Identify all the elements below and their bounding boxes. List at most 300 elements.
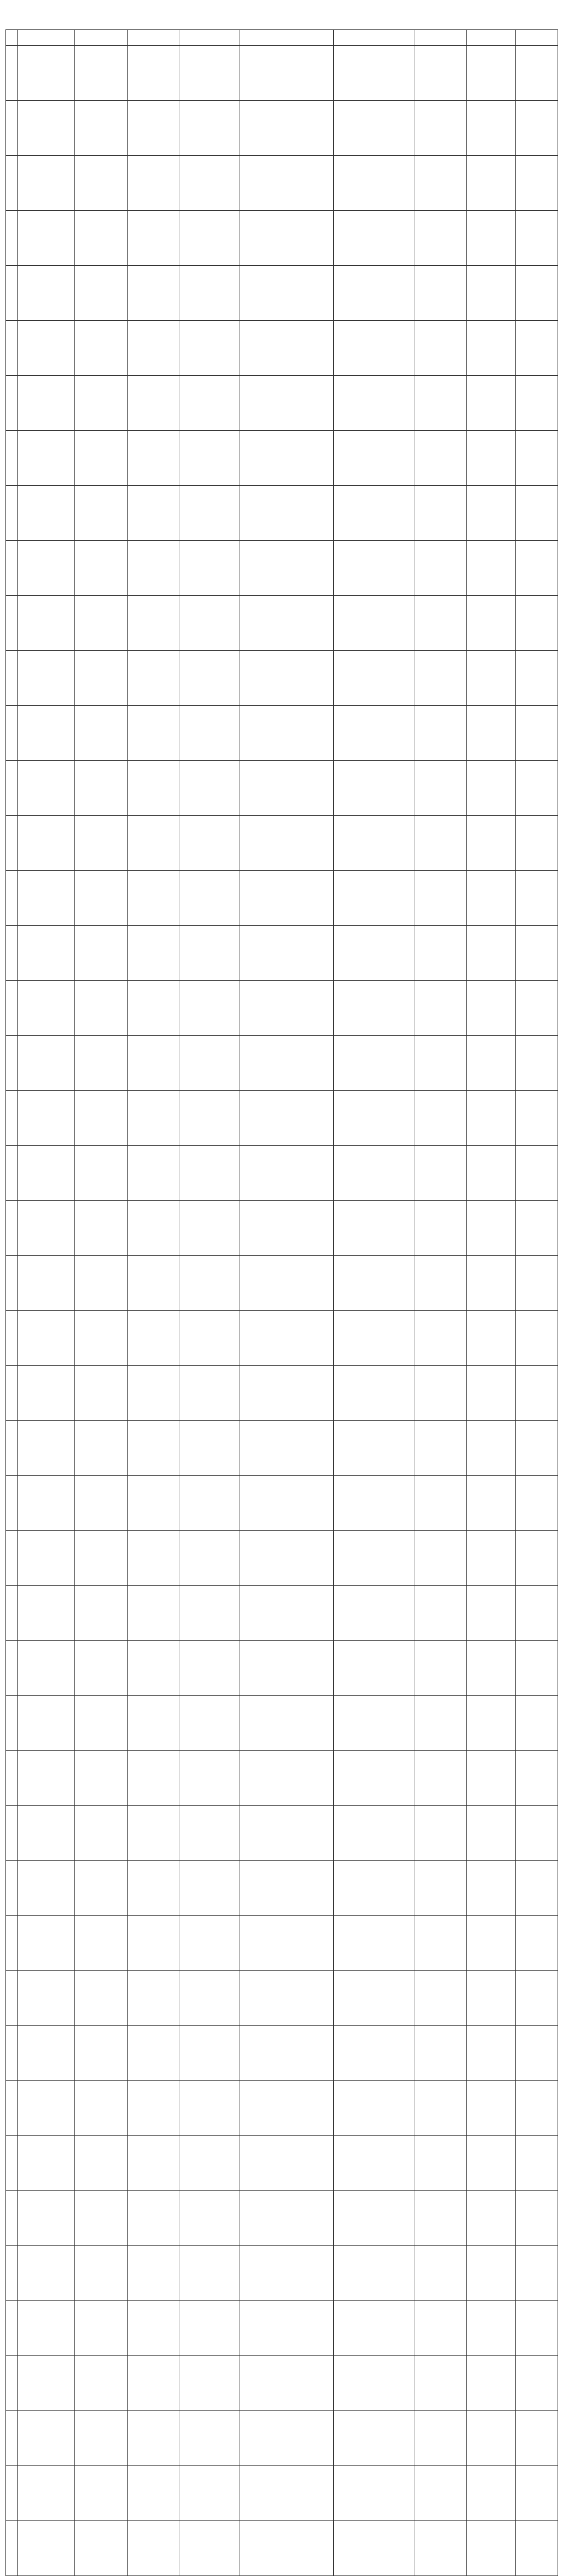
cell-facts xyxy=(180,2136,240,2191)
cell-decision-date xyxy=(414,1146,467,1201)
cell-case-name xyxy=(75,101,128,156)
cell-decision xyxy=(334,981,414,1036)
cell-decision-date xyxy=(414,431,467,486)
cell-decision-date xyxy=(414,1586,467,1641)
cell-decision xyxy=(334,926,414,981)
cell-basis xyxy=(240,2026,334,2081)
cell-decision xyxy=(334,211,414,266)
cell-basis xyxy=(240,266,334,321)
cell-case-name xyxy=(75,2136,128,2191)
cell-decision-date xyxy=(414,376,467,431)
cell-case-number xyxy=(18,2356,75,2411)
cell-facts xyxy=(180,2301,240,2356)
cell-basis xyxy=(240,486,334,541)
cell-case-number xyxy=(18,1311,75,1366)
cell-facts xyxy=(180,1641,240,1696)
cell-remarks xyxy=(516,1201,558,1256)
cell-party xyxy=(128,2521,180,2576)
cell-decision-date xyxy=(414,1036,467,1091)
cell-case-name xyxy=(75,2466,128,2521)
cell-remarks xyxy=(516,1586,558,1641)
cell-status xyxy=(467,2521,516,2576)
cell-case-number xyxy=(18,651,75,706)
table-row xyxy=(6,1806,558,1861)
cell-case-name xyxy=(75,706,128,761)
cell-case-number xyxy=(18,1091,75,1146)
cell-decision xyxy=(334,1971,414,2026)
cell-case-name xyxy=(75,2191,128,2246)
cell-status xyxy=(467,1366,516,1421)
cell-status xyxy=(467,761,516,816)
cell-decision xyxy=(334,2026,414,2081)
table-row xyxy=(6,2356,558,2411)
cell-case-number xyxy=(18,706,75,761)
cell-party xyxy=(128,706,180,761)
cell-basis xyxy=(240,46,334,101)
cell-party xyxy=(128,1971,180,2026)
cell-seq xyxy=(6,1201,18,1256)
cell-case-name xyxy=(75,376,128,431)
cell-decision xyxy=(334,1806,414,1861)
table-row xyxy=(6,981,558,1036)
cell-party xyxy=(128,101,180,156)
cell-decision-date xyxy=(414,2411,467,2466)
cell-seq xyxy=(6,486,18,541)
cell-party xyxy=(128,2081,180,2136)
cell-seq xyxy=(6,1641,18,1696)
cell-decision xyxy=(334,1366,414,1421)
cell-remarks xyxy=(516,1366,558,1421)
cell-case-number xyxy=(18,1146,75,1201)
cell-facts xyxy=(180,651,240,706)
cell-case-number xyxy=(18,816,75,871)
table-row xyxy=(6,1311,558,1366)
cell-case-number xyxy=(18,761,75,816)
table-row xyxy=(6,266,558,321)
cell-decision-date xyxy=(414,1916,467,1971)
cell-facts xyxy=(180,926,240,981)
cell-facts xyxy=(180,2356,240,2411)
cell-remarks xyxy=(516,706,558,761)
cell-seq xyxy=(6,2246,18,2301)
cell-remarks xyxy=(516,1256,558,1311)
cell-decision xyxy=(334,2466,414,2521)
cell-case-name xyxy=(75,1036,128,1091)
cell-decision xyxy=(334,871,414,926)
cell-facts xyxy=(180,1366,240,1421)
case-info-table xyxy=(5,29,558,2576)
cell-status xyxy=(467,1256,516,1311)
cell-party xyxy=(128,1861,180,1916)
cell-remarks xyxy=(516,816,558,871)
table-row xyxy=(6,596,558,651)
cell-case-number xyxy=(18,486,75,541)
table-row xyxy=(6,376,558,431)
cell-decision xyxy=(334,1036,414,1091)
cell-case-name xyxy=(75,816,128,871)
cell-party xyxy=(128,1421,180,1476)
cell-status xyxy=(467,1751,516,1806)
cell-party xyxy=(128,1256,180,1311)
cell-seq xyxy=(6,1806,18,1861)
cell-case-name xyxy=(75,926,128,981)
column-header-case-name xyxy=(75,30,128,46)
table-row xyxy=(6,541,558,596)
cell-case-number xyxy=(18,2136,75,2191)
cell-case-name xyxy=(75,1971,128,2026)
cell-remarks xyxy=(516,2191,558,2246)
cell-decision-date xyxy=(414,1751,467,1806)
cell-remarks xyxy=(516,101,558,156)
table-row xyxy=(6,486,558,541)
cell-status xyxy=(467,651,516,706)
cell-basis xyxy=(240,1586,334,1641)
cell-case-number xyxy=(18,2026,75,2081)
cell-party xyxy=(128,541,180,596)
cell-decision-date xyxy=(414,1421,467,1476)
cell-facts xyxy=(180,211,240,266)
cell-seq xyxy=(6,1256,18,1311)
cell-party xyxy=(128,926,180,981)
cell-party xyxy=(128,2191,180,2246)
table-row xyxy=(6,2191,558,2246)
cell-case-name xyxy=(75,1091,128,1146)
table-row xyxy=(6,211,558,266)
cell-party xyxy=(128,156,180,211)
cell-case-name xyxy=(75,1421,128,1476)
cell-case-number xyxy=(18,541,75,596)
cell-seq xyxy=(6,376,18,431)
cell-facts xyxy=(180,376,240,431)
table-row xyxy=(6,431,558,486)
cell-status xyxy=(467,1476,516,1531)
cell-case-name xyxy=(75,2301,128,2356)
cell-seq xyxy=(6,926,18,981)
cell-case-name xyxy=(75,981,128,1036)
cell-basis xyxy=(240,596,334,651)
cell-decision-date xyxy=(414,1806,467,1861)
cell-decision xyxy=(334,2136,414,2191)
cell-party xyxy=(128,2356,180,2411)
cell-party xyxy=(128,981,180,1036)
cell-decision-date xyxy=(414,211,467,266)
cell-decision xyxy=(334,1256,414,1311)
cell-case-number xyxy=(18,321,75,376)
cell-status xyxy=(467,1311,516,1366)
cell-party xyxy=(128,321,180,376)
cell-party xyxy=(128,1311,180,1366)
cell-seq xyxy=(6,321,18,376)
cell-status xyxy=(467,211,516,266)
cell-remarks xyxy=(516,1476,558,1531)
cell-remarks xyxy=(516,2136,558,2191)
cell-decision xyxy=(334,1751,414,1806)
cell-case-number xyxy=(18,2301,75,2356)
cell-decision xyxy=(334,1201,414,1256)
cell-seq xyxy=(6,1586,18,1641)
cell-status xyxy=(467,486,516,541)
cell-remarks xyxy=(516,1146,558,1201)
cell-remarks xyxy=(516,1641,558,1696)
cell-decision xyxy=(334,1476,414,1531)
cell-case-name xyxy=(75,1201,128,1256)
cell-remarks xyxy=(516,211,558,266)
cell-case-name xyxy=(75,1476,128,1531)
cell-remarks xyxy=(516,596,558,651)
cell-basis xyxy=(240,2521,334,2576)
cell-decision-date xyxy=(414,596,467,651)
cell-basis xyxy=(240,1036,334,1091)
cell-basis xyxy=(240,321,334,376)
cell-case-name xyxy=(75,211,128,266)
cell-decision xyxy=(334,1586,414,1641)
cell-facts xyxy=(180,2521,240,2576)
cell-basis xyxy=(240,1806,334,1861)
cell-decision-date xyxy=(414,1696,467,1751)
cell-case-number xyxy=(18,1421,75,1476)
cell-case-name xyxy=(75,1696,128,1751)
cell-decision-date xyxy=(414,871,467,926)
cell-facts xyxy=(180,1751,240,1806)
cell-decision xyxy=(334,1696,414,1751)
cell-basis xyxy=(240,211,334,266)
cell-party xyxy=(128,1091,180,1146)
cell-party xyxy=(128,2411,180,2466)
cell-case-number xyxy=(18,2246,75,2301)
cell-facts xyxy=(180,1861,240,1916)
cell-decision-date xyxy=(414,541,467,596)
title-spacer xyxy=(5,25,558,29)
cell-basis xyxy=(240,2081,334,2136)
cell-facts xyxy=(180,1201,240,1256)
cell-seq xyxy=(6,46,18,101)
cell-basis xyxy=(240,156,334,211)
cell-case-name xyxy=(75,2411,128,2466)
cell-decision-date xyxy=(414,1201,467,1256)
cell-status xyxy=(467,871,516,926)
cell-case-number xyxy=(18,431,75,486)
cell-seq xyxy=(6,761,18,816)
cell-decision-date xyxy=(414,2026,467,2081)
table-row xyxy=(6,871,558,926)
cell-facts xyxy=(180,1476,240,1531)
cell-basis xyxy=(240,376,334,431)
cell-party xyxy=(128,2026,180,2081)
cell-seq xyxy=(6,596,18,651)
cell-remarks xyxy=(516,156,558,211)
cell-case-number xyxy=(18,1696,75,1751)
cell-decision xyxy=(334,2081,414,2136)
table-row xyxy=(6,926,558,981)
cell-party xyxy=(128,596,180,651)
cell-case-name xyxy=(75,1146,128,1201)
cell-remarks xyxy=(516,541,558,596)
table-row xyxy=(6,1201,558,1256)
table-body xyxy=(6,46,558,2576)
cell-party xyxy=(128,46,180,101)
cell-decision xyxy=(334,1421,414,1476)
cell-status xyxy=(467,2411,516,2466)
cell-seq xyxy=(6,156,18,211)
cell-decision-date xyxy=(414,981,467,1036)
cell-basis xyxy=(240,1751,334,1806)
cell-basis xyxy=(240,1641,334,1696)
cell-facts xyxy=(180,1091,240,1146)
cell-case-number xyxy=(18,2191,75,2246)
cell-case-number xyxy=(18,871,75,926)
cell-status xyxy=(467,1586,516,1641)
cell-facts xyxy=(180,1971,240,2026)
cell-seq xyxy=(6,1311,18,1366)
cell-remarks xyxy=(516,2356,558,2411)
cell-seq xyxy=(6,981,18,1036)
table-row xyxy=(6,706,558,761)
cell-case-number xyxy=(18,2466,75,2521)
table-row xyxy=(6,1751,558,1806)
cell-decision xyxy=(334,2356,414,2411)
cell-basis xyxy=(240,1531,334,1586)
cell-facts xyxy=(180,1146,240,1201)
cell-facts xyxy=(180,541,240,596)
table-row xyxy=(6,2026,558,2081)
cell-facts xyxy=(180,101,240,156)
table-row xyxy=(6,1696,558,1751)
cell-remarks xyxy=(516,761,558,816)
cell-basis xyxy=(240,1366,334,1421)
cell-case-number xyxy=(18,266,75,321)
cell-case-number xyxy=(18,1806,75,1861)
table-row xyxy=(6,101,558,156)
cell-status xyxy=(467,1201,516,1256)
cell-remarks xyxy=(516,2081,558,2136)
cell-decision-date xyxy=(414,2136,467,2191)
cell-seq xyxy=(6,266,18,321)
cell-seq xyxy=(6,2026,18,2081)
cell-case-name xyxy=(75,1751,128,1806)
cell-case-number xyxy=(18,2521,75,2576)
table-row xyxy=(6,1036,558,1091)
table-header-row xyxy=(6,30,558,46)
cell-status xyxy=(467,1036,516,1091)
cell-decision-date xyxy=(414,2521,467,2576)
cell-remarks xyxy=(516,1971,558,2026)
cell-party xyxy=(128,1366,180,1421)
cell-facts xyxy=(180,2081,240,2136)
cell-status xyxy=(467,541,516,596)
cell-decision-date xyxy=(414,926,467,981)
table-row xyxy=(6,2246,558,2301)
cell-facts xyxy=(180,1036,240,1091)
cell-case-name xyxy=(75,156,128,211)
cell-seq xyxy=(6,2136,18,2191)
cell-decision-date xyxy=(414,46,467,101)
cell-seq xyxy=(6,1476,18,1531)
cell-seq xyxy=(6,1036,18,1091)
cell-decision xyxy=(334,2246,414,2301)
cell-status xyxy=(467,1421,516,1476)
cell-status xyxy=(467,1641,516,1696)
cell-case-number xyxy=(18,596,75,651)
cell-decision xyxy=(334,651,414,706)
cell-case-name xyxy=(75,321,128,376)
cell-basis xyxy=(240,981,334,1036)
cell-remarks xyxy=(516,2026,558,2081)
cell-basis xyxy=(240,1311,334,1366)
cell-party xyxy=(128,431,180,486)
table-row xyxy=(6,2521,558,2576)
cell-status xyxy=(467,926,516,981)
cell-remarks xyxy=(516,981,558,1036)
table-row xyxy=(6,1916,558,1971)
cell-facts xyxy=(180,1311,240,1366)
column-header-party xyxy=(128,30,180,46)
cell-decision-date xyxy=(414,816,467,871)
cell-party xyxy=(128,761,180,816)
cell-basis xyxy=(240,2356,334,2411)
cell-decision-date xyxy=(414,101,467,156)
cell-case-number xyxy=(18,1366,75,1421)
cell-decision-date xyxy=(414,2301,467,2356)
cell-facts xyxy=(180,1421,240,1476)
cell-party xyxy=(128,1201,180,1256)
table-row xyxy=(6,46,558,101)
cell-decision xyxy=(334,321,414,376)
cell-party xyxy=(128,266,180,321)
table-row xyxy=(6,2301,558,2356)
cell-case-name xyxy=(75,2246,128,2301)
cell-facts xyxy=(180,816,240,871)
cell-case-number xyxy=(18,926,75,981)
cell-facts xyxy=(180,596,240,651)
cell-decision xyxy=(334,156,414,211)
cell-status xyxy=(467,101,516,156)
cell-decision xyxy=(334,266,414,321)
cell-decision xyxy=(334,2521,414,2576)
cell-remarks xyxy=(516,431,558,486)
cell-remarks xyxy=(516,926,558,981)
cell-remarks xyxy=(516,871,558,926)
cell-decision-date xyxy=(414,2191,467,2246)
cell-case-number xyxy=(18,1036,75,1091)
table-row xyxy=(6,1256,558,1311)
cell-decision xyxy=(334,486,414,541)
cell-remarks xyxy=(516,2521,558,2576)
cell-facts xyxy=(180,761,240,816)
cell-party xyxy=(128,651,180,706)
cell-facts xyxy=(180,1916,240,1971)
cell-case-number xyxy=(18,376,75,431)
cell-seq xyxy=(6,211,18,266)
table-row xyxy=(6,1366,558,1421)
cell-basis xyxy=(240,2411,334,2466)
cell-decision xyxy=(334,541,414,596)
cell-status xyxy=(467,1146,516,1201)
cell-basis xyxy=(240,1256,334,1311)
table-row xyxy=(6,816,558,871)
table-row xyxy=(6,1476,558,1531)
table-row xyxy=(6,1531,558,1586)
cell-facts xyxy=(180,871,240,926)
cell-seq xyxy=(6,2081,18,2136)
column-header-remarks xyxy=(516,30,558,46)
cell-remarks xyxy=(516,1036,558,1091)
cell-decision-date xyxy=(414,2081,467,2136)
cell-decision-date xyxy=(414,706,467,761)
table-row xyxy=(6,651,558,706)
cell-remarks xyxy=(516,1531,558,1586)
cell-status xyxy=(467,2356,516,2411)
cell-basis xyxy=(240,1696,334,1751)
